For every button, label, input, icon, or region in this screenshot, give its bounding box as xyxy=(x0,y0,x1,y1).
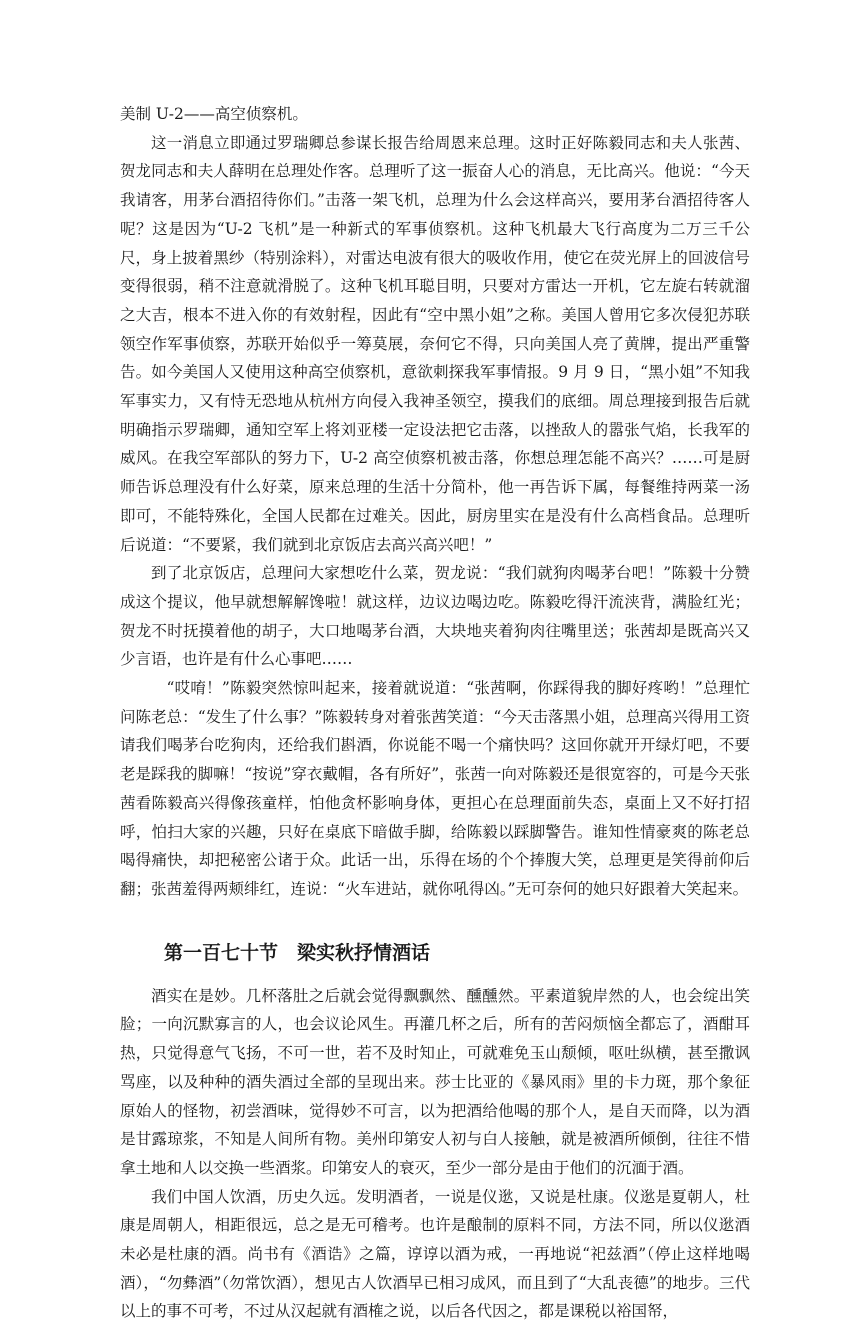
paragraph-u2-story: 这一消息立即通过罗瑞卿总参谋长报告给周恩来总理。这时正好陈毅同志和夫人张茜、贺龙同志和夫人薛明在总理处作客。总理听了这一振奋人心的消息，无比高兴。他说：“今天我请客，用茅台酒招待你们。”击落一架飞机，总理为什么会这样高兴，要用茅台酒招待客人呢？这是因为“U-2 飞机”是一种新式的军事侦察机。这种飞机最大飞行高度为二万三千公尺，身上披着黑纱（特别涂料），对雷达电波有很大的吸收作用，使它在荧光屏上的回波信号变得很弱，稍不注意就滑脱了。这种飞机耳聪目明，只要对方雷达一开机，它左旋右转就溜之大吉，根本不进入你的有效射程，因此有“空中黑小姐”之称。美国人曾用它多次侵犯苏联领空作军事侦察，苏联开始似乎一筹莫展，奈何它不得，只向美国人亮了黄牌，提出严重警告。如今美国人又使用这种高空侦察机，意欲刺探我军事情报。9 月 9 日，“黑小姐”不知我军事实力，又有恃无恐地从杭州方向侵入我神圣领空，摸我们的底细。周总理接到报告后就明确指示罗瑞卿，通知空军上将刘亚楼一定设法把它击落，以挫敌人的嚣张气焰，长我军的威风。在我空军部队的努力下，U-2 高空侦察机被击落，你想总理怎能不高兴？……可是厨师告诉总理没有什么好菜，原来总理的生活十分简朴，他一再告诉下属，每餐维持两菜一汤即可，不能特殊化，全国人民都在过难关。因此，厨房里实在是没有什么高档食品。总理听后说道：“不要紧，我们就到北京饭店去高兴高兴吧！” xyxy=(120,133,750,554)
section-heading: 第一百七十节 梁实秋抒情酒话 xyxy=(164,941,431,964)
paragraph-wine-wonder: 酒实在是妙。几杯落肚之后就会觉得飘飘然、醺醺然。平素道貌岸然的人，也会绽出笑脸；一向沉默寡言的人，也会议论风生。再灌几杯之后，所有的苦闷烦恼全都忘了，酒酣耳热，只觉得意气飞扬，不可一世，若不及时知止，可就难免玉山颓倾，呕吐纵横，甚至撒讽骂座，以及种种的酒失酒过全部的呈现出来。莎士比亚的《暴风雨》里的卡力斑，那个象征原始人的怪物，初尝酒味，觉得妙不可言，以为把酒给他喝的那个人，是自天而降，以为酒是甘露琼浆，不知是人间所有物。美州印第安人初与白人接触，就是被酒所倾倒，往往不惜拿土地和人以交换一些酒浆。印第安人的衰灭，至少一部分是由于他们的沉湎于酒。 xyxy=(120,986,750,1177)
paragraph-chinese-drinking-history: 我们中国人饮酒，历史久远。发明酒者，一说是仪逖，又说是杜康。仪逖是夏朝人，杜康是周朝人，相距很远，总之是无可稽考。也许是酿制的原料不同，方法不同，所以仪逖酒未必是杜康的酒。尚书有《酒诰》之篇，谆谆以酒为戒，一再地说“祀兹酒”（停止这样地喝酒），“勿彝酒”（勿常饮酒），想见古人饮酒早已相习成风，而且到了“大乱丧德”的地步。三代以上的事不可考，不过从汉起就有酒榷之说，以后各代因之，都是课税以裕国帑， xyxy=(120,1187,750,1321)
paragraph-beijing-hotel: 到了北京饭店，总理问大家想吃什么菜，贺龙说：“我们就狗肉喝茅台吧！”陈毅十分赞成这个提议，他早就想解解馋啦！就这样，边议边喝边吃。陈毅吃得汗流浃背，满脸红光；贺龙不时抚摸着他的胡子，大口地喝茅台酒，大块地夹着狗肉往嘴里送；张茜却是既高兴又少言语，也许是有什么心事吧…… xyxy=(120,564,750,669)
document-page xyxy=(120,100,750,1326)
paragraph-zhang-qian: “哎唷！”陈毅突然惊叫起来，接着就说道：“张茜啊，你踩得我的脚好疼哟！”总理忙问陈老总：“发生了什么事？”陈毅转身对着张茜笑道：“今天击落黑小姐，总理高兴得用工资请我们喝茅台吃狗肉，还给我们斟酒，你说能不喝一个痛快吗？这回你就开开绿灯吧，不要老是踩我的脚嘛！“按说”穿衣戴帽，各有所好”，张茜一向对陈毅还是很宽容的，可是今天张茜看陈毅高兴得像孩童样，怕他贪杯影响身体，更担心在总理面前失态，桌面上又不好打招呼，怕扫大家的兴趣，只好在桌底下暗做手脚，给陈毅以踩脚警告。谁知性情豪爽的陈老总喝得痛快，却把秘密公诸于众。此话一出，乐得在场的个个捧腹大笑，总理更是笑得前仰后翻；张茜羞得两颊绯红，连说：“火车进站，就你吼得凶。”无可奈何的她只好跟着大笑起来。 xyxy=(120,679,750,898)
paragraph-opening-line: 美制 U-2——高空侦察机。 xyxy=(120,105,308,123)
